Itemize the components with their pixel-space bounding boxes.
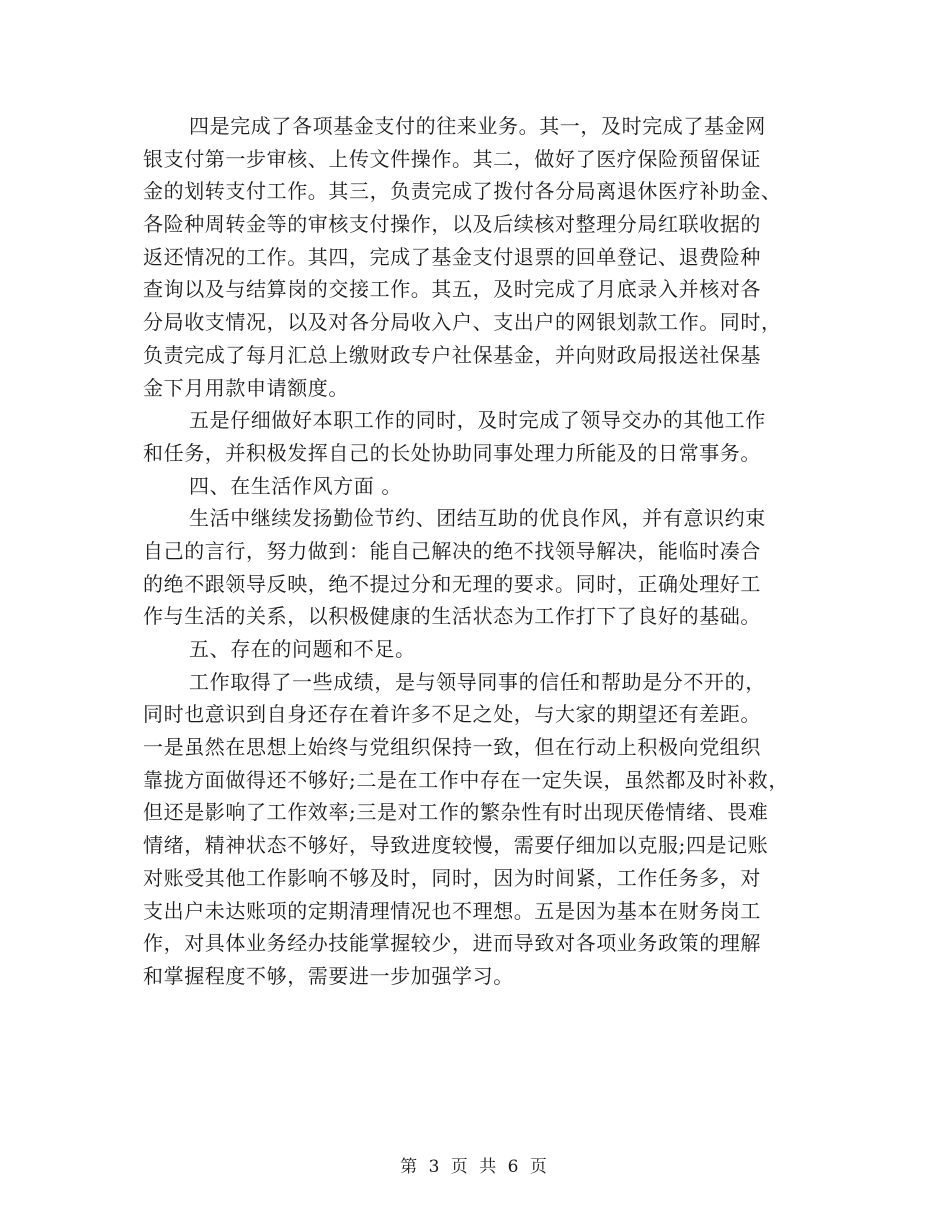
paragraph-line: 对账受其他工作影响不够及时，同时，因为时间紧，工作任务多，对	[143, 865, 761, 890]
paragraph-line: 和任务，并积极发挥自己的长处协助同事处理力所能及的日常事务。	[143, 440, 761, 465]
paragraph-line: 五是仔细做好本职工作的同时，及时完成了领导交办的其他工作	[189, 408, 766, 433]
paragraph-line: 分局收支情况，以及对各分局收入户、支出户的网银划款工作。同时，	[143, 310, 782, 335]
paragraph-line: 作与生活的关系，以积极健康的生活状态为工作打下了良好的基础。	[143, 604, 761, 629]
document-body	[143, 110, 813, 993]
paragraph-line: 返还情况的工作。其四，完成了基金支付退票的回单登记、退费险种	[143, 244, 761, 269]
paragraph-line: 靠拢方面做得还不够好;二是在工作中存在一定失误，虽然都及时补救，	[143, 767, 789, 792]
paragraph-line: 情绪，精神状态不够好，导致进度较慢，需要仔细加以克服;四是记账	[143, 833, 769, 858]
paragraph-line: 工作取得了一些成绩，是与领导同事的信任和帮助是分不开的，	[189, 669, 766, 694]
paragraph-line: 的绝不跟领导反映，绝不提过分和无理的要求。同时，正确处理好工	[143, 571, 761, 596]
paragraph-line: 银支付第一步审核、上传文件操作。其二，做好了医疗保险预留保证	[143, 146, 761, 171]
paragraph-line: 自己的言行，努力做到：能自己解决的绝不找领导解决，能临时凑合	[143, 538, 761, 563]
paragraph-line: 四是完成了各项基金支付的往来业务。其一，及时完成了基金网	[189, 114, 766, 138]
paragraph-line: 但还是影响了工作效率;三是对工作的繁杂性有时出现厌倦情绪、畏难	[143, 800, 769, 825]
paragraph-line: 支出户未达账项的定期清理情况也不理想。五是因为基本在财务岗工	[143, 898, 761, 923]
paragraph-line: 一是虽然在思想上始终与党组织保持一致，但在行动上积极向党组织	[143, 735, 761, 760]
section-heading: 五、存在的问题和不足。	[189, 637, 416, 661]
paragraph-line: 金下月用款申请额度。	[143, 375, 349, 400]
page-number-footer: 第 3 页 共 6 页	[400, 1157, 550, 1177]
paragraph-line: 查询以及与结算岗的交接工作。其五，及时完成了月底录入并核对各	[143, 277, 761, 302]
paragraph-line: 和掌握程度不够，需要进一步加强学习。	[143, 963, 514, 988]
paragraph-line: 负责完成了每月汇总上缴财政专户社保基金，并向财政局报送社保基	[143, 342, 761, 367]
section-heading: 四、在生活作风方面 。	[189, 473, 402, 498]
paragraph-line: 各险种周转金等的审核支付操作，以及后续核对整理分局红联收据的	[143, 212, 761, 237]
paragraph-line: 生活中继续发扬勤俭节约、团结互助的优良作风，并有意识约束	[189, 506, 766, 531]
paragraph-line: 金的划转支付工作。其三，负责完成了拨付各分局离退休医疗补助金、	[143, 179, 782, 204]
paragraph-line: 作，对具体业务经办技能掌握较少，进而导致对各项业务政策的理解	[143, 931, 761, 956]
paragraph-line: 同时也意识到自身还存在着许多不足之处，与大家的期望还有差距。	[143, 702, 761, 727]
